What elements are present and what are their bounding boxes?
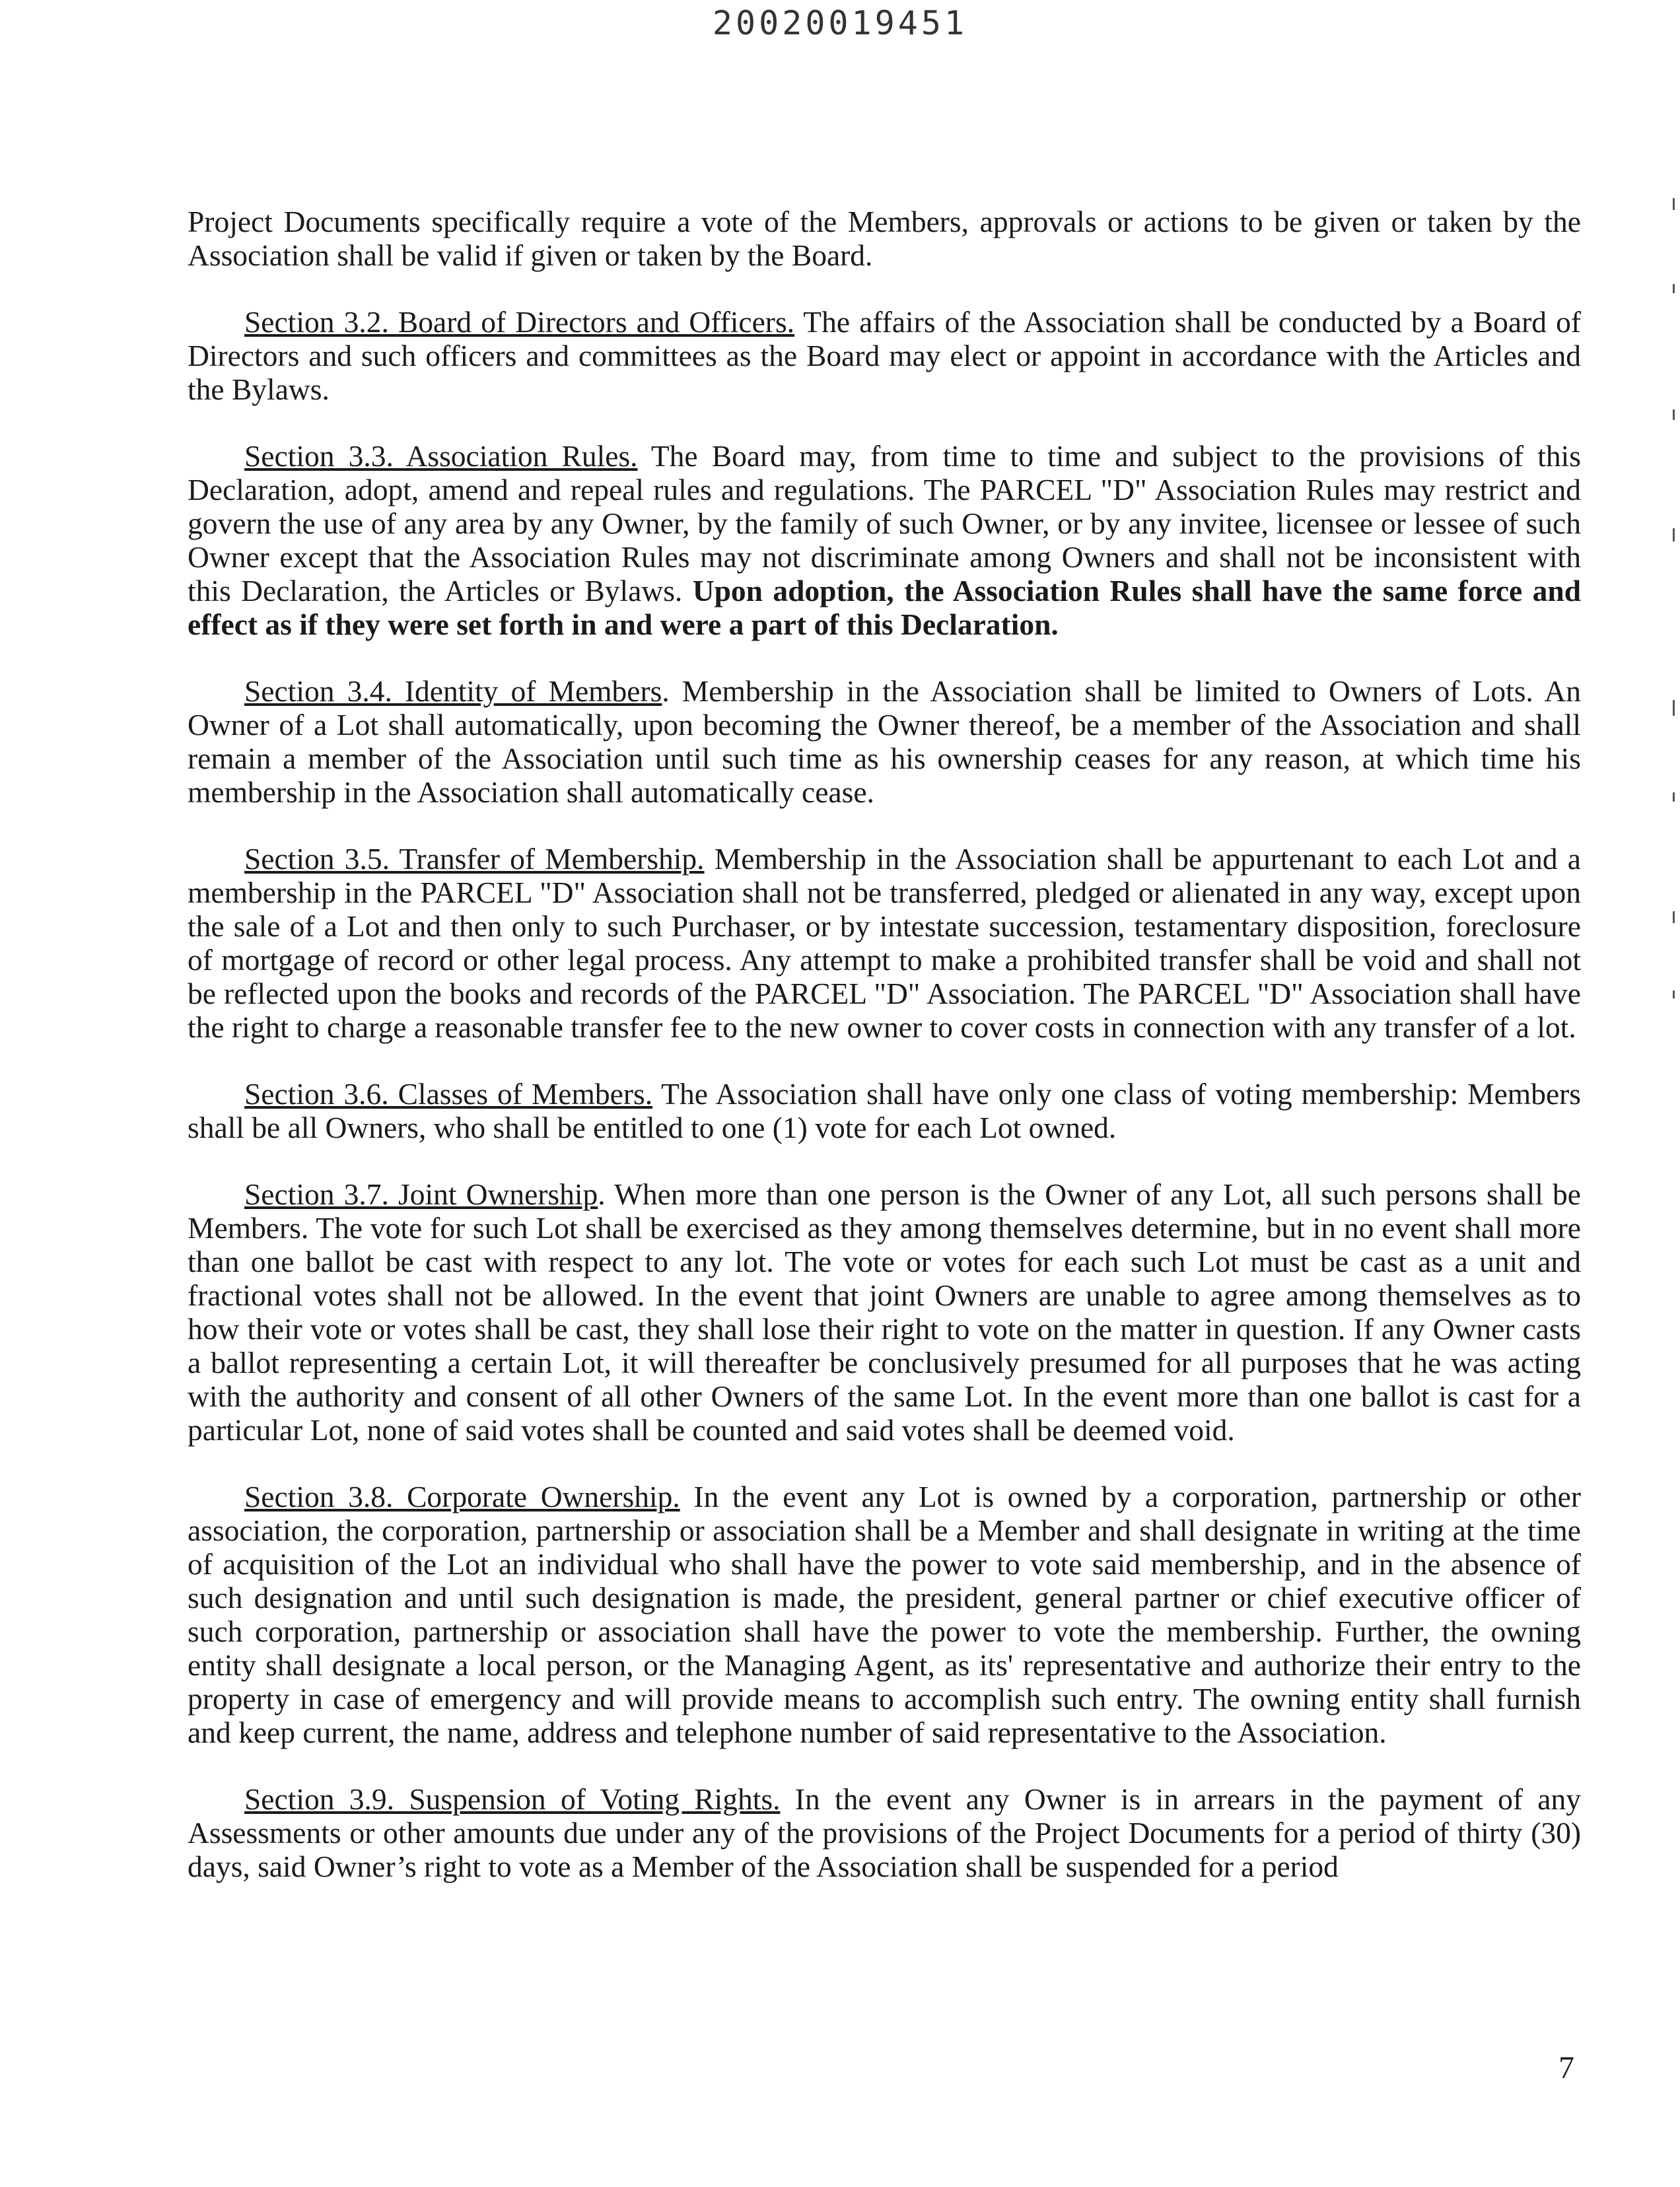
document-body xyxy=(188,205,1581,1916)
scan-mark xyxy=(1673,528,1675,541)
scan-mark xyxy=(1673,792,1675,802)
paragraph-text: . When more than one person is the Owner of any Lot, all such persons shall be Members. The vote for such Lot shall be exercised as they among themselves determine, but in no event shall more than one ballot be cast with respect to any lot. The vote or votes for each such Lot must be cast as a unit and fractional votes shall not be allowed. In the event that joint Owners are unable to agree among themselves as to how their vote or votes shall be cast, they shall lose their right to vote on the matter in question. If any Owner casts a ballot representing a certain Lot, it will thereafter be conclusively presumed for all purposes that he was acting with the authority and consent of all other Owners of the same Lot. In the event more than one ballot is cast for a particular Lot, none of said votes shall be counted and said votes shall be deemed void. xyxy=(188,1177,1581,1447)
scan-mark xyxy=(1673,911,1675,923)
scan-mark xyxy=(1673,990,1675,998)
section-3-2 xyxy=(188,305,1581,406)
scan-mark xyxy=(1673,198,1675,210)
section-heading: Section 3.6. Classes of Members. xyxy=(244,1077,653,1111)
section-3-9 xyxy=(188,1782,1581,1883)
scan-mark xyxy=(1673,284,1675,293)
section-3-6 xyxy=(188,1077,1581,1144)
scan-mark xyxy=(1673,409,1675,420)
section-heading: Section 3.7. Joint Ownership xyxy=(244,1177,598,1211)
paragraph-text: In the event any Owner is in arrears in the payment of any Assessments or other amounts due under any of the provisions of the Project Documents for a period of thirty (30) days, said Owner’s right to vote as a Member of the Association shall be suspended for a period xyxy=(188,1782,1581,1883)
scan-mark xyxy=(1673,700,1675,716)
paragraph-text: In the event any Lot is owned by a corporation, partnership or other association, the corporation, partnership or association shall be a Member and shall designate in writing at the time of acquisition of the Lot an individual who shall have the power to vote said membership, and in the absence of such designation and until such designation is made, the president, general partner or chief executive officer of such corporation, partnership or association shall have the power to vote the membership. Further, the owning entity shall designate a local person, or the Managing Agent, as its' representative and authorize their entry to the property in case of emergency and will provide means to accomplish such entry. The owning entity shall furnish and keep current, the name, address and telephone number of said representative to the Association. xyxy=(188,1480,1582,1749)
section-3-3 xyxy=(188,439,1581,641)
paragraph-text: The Board may, from time to time and subject to the provisions of this Declaration, adopt, amend and repeal rules and regulations. The PARCEL "D" Association Rules may restrict and govern the use of any area by any Owner, by the family of such Owner, or by any invitee, licensee or lessee of such Owner except that the Association Rules may not discriminate among Owners and shall not be inconsistent with this Declaration, the Articles or Bylaws. xyxy=(188,439,1581,608)
section-heading: Section 3.5. Transfer of Membership. xyxy=(244,842,705,876)
section-3-8 xyxy=(188,1480,1581,1749)
section-3-7 xyxy=(188,1177,1581,1447)
section-3-5 xyxy=(188,842,1581,1044)
paragraph-bold-text: Upon adoption, the Association Rules shall have the same force and effect as if they were set forth in and were a part of this Declaration. xyxy=(188,574,1582,641)
section-3-4 xyxy=(188,674,1581,809)
section-heading: Section 3.2. Board of Directors and Officers. xyxy=(244,305,795,339)
paragraph-text: . Membership in the Association shall be limited to Owners of Lots. An Owner of a Lot shall automatically, upon becoming the Owner thereof, be a member of the Association and shall remain a member of the Association until such time as his ownership ceases for any reason, at which time his membership in the Association shall automatically cease. xyxy=(188,674,1581,809)
page-number: 7 xyxy=(1558,2050,1574,2085)
section-heading: Section 3.9. Suspension of Voting Rights. xyxy=(244,1782,781,1816)
scan-edge-marks xyxy=(1660,0,1680,2187)
paragraph-continuation xyxy=(188,205,1581,272)
paragraph-text: Project Documents specifically require a vote of the Members, approvals or actions to be given or taken by the Association shall be valid if given or taken by the Board. xyxy=(188,205,1581,272)
section-heading: Section 3.8. Corporate Ownership. xyxy=(244,1480,680,1513)
section-heading: Section 3.4. Identity of Members xyxy=(244,674,662,708)
paragraph-text: The affairs of the Association shall be conducted by a Board of Directors and such officers and committees as the Board may elect or appoint in accordance with the Articles and the Bylaws. xyxy=(188,305,1581,406)
document-number: 20020019451 xyxy=(712,4,968,42)
paragraph-text: Membership in the Association shall be appurtenant to each Lot and a membership in the PARCEL "D" Association shall not be transferred, pledged or alienated in any way, except upon the sale of a Lot and then only to such Purchaser, or by intestate succession, testamentary disposition, foreclosure of mortgage of record or other legal process. Any attempt to make a prohibited transfer shall be void and shall not be reflected upon the books and records of the PARCEL "D" Association. The PARCEL "D" Association shall have the right to charge a reasonable transfer fee to the new owner to cover costs in connection with any transfer of a lot. xyxy=(188,842,1581,1044)
section-heading: Section 3.3. Association Rules. xyxy=(244,439,638,473)
paragraph-text: The Association shall have only one class of voting membership: Members shall be all Owners, who shall be entitled to one (1) vote for each Lot owned. xyxy=(188,1077,1581,1144)
